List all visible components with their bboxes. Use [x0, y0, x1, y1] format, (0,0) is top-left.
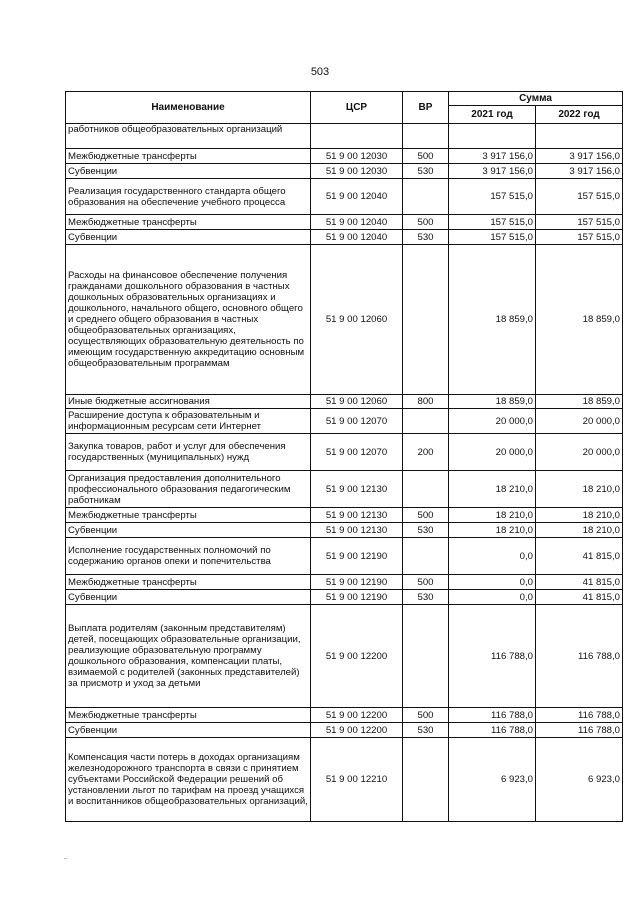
row-name: работников общеобразовательных организаций [66, 124, 311, 149]
row-vr: 500 [403, 575, 449, 590]
row-name: Межбюджетные трансферты [66, 215, 311, 230]
row-sum-2022: 6 923,0 [536, 738, 623, 822]
row-sum-2021: 0,0 [449, 538, 536, 575]
row-sum-2022: 116 788,0 [536, 708, 623, 723]
row-csr: 51 9 00 12040 [311, 179, 403, 215]
table-row [66, 164, 623, 179]
header-sum: Сумма [449, 92, 623, 106]
row-name: Организация предоставления дополнительного профессионального образования педагогическим работникам [66, 471, 311, 508]
row-sum-2021: 18 210,0 [449, 471, 536, 508]
row-name: Межбюджетные трансферты [66, 508, 311, 523]
row-csr: 51 9 00 12210 [311, 738, 403, 822]
row-vr [403, 738, 449, 822]
row-sum-2022 [536, 124, 623, 149]
row-csr: 51 9 00 12190 [311, 590, 403, 605]
row-vr: 500 [403, 508, 449, 523]
row-sum-2022: 157 515,0 [536, 215, 623, 230]
row-sum-2022: 41 815,0 [536, 590, 623, 605]
row-vr: 530 [403, 590, 449, 605]
table-row [66, 245, 623, 395]
row-vr [403, 605, 449, 708]
row-vr: 530 [403, 164, 449, 179]
row-sum-2021 [449, 124, 536, 149]
row-vr: 530 [403, 523, 449, 538]
row-name: Закупка товаров, работ и услуг для обеспечения государственных (муниципальных) нужд [66, 434, 311, 471]
row-name: Субвенции [66, 590, 311, 605]
row-csr: 51 9 00 12040 [311, 215, 403, 230]
row-sum-2022: 116 788,0 [536, 605, 623, 708]
row-csr: 51 9 00 12200 [311, 605, 403, 708]
table-row [66, 179, 623, 215]
row-name: Субвенции [66, 230, 311, 245]
table-row [66, 723, 623, 738]
table-row [66, 523, 623, 538]
table-row [66, 708, 623, 723]
row-name: Реализация государственного стандарта общего образования на обеспечение учебного процесса [66, 179, 311, 215]
row-vr: 800 [403, 395, 449, 409]
row-sum-2022: 157 515,0 [536, 179, 623, 215]
row-vr [403, 538, 449, 575]
row-csr: 51 9 00 12190 [311, 538, 403, 575]
row-csr: 51 9 00 12070 [311, 434, 403, 471]
scan-mark [64, 858, 67, 859]
table-row [66, 215, 623, 230]
row-sum-2021: 3 917 156,0 [449, 149, 536, 164]
row-sum-2021: 20 000,0 [449, 409, 536, 434]
table-row [66, 471, 623, 508]
row-csr: 51 9 00 12130 [311, 523, 403, 538]
row-vr [403, 124, 449, 149]
row-vr: 530 [403, 723, 449, 738]
table-row [66, 590, 623, 605]
row-name: Исполнение государственных полномочий по содержанию органов опеки и попечительства [66, 538, 311, 575]
row-sum-2022: 18 859,0 [536, 395, 623, 409]
row-sum-2021: 0,0 [449, 590, 536, 605]
table-row [66, 149, 623, 164]
row-csr: 51 9 00 12200 [311, 708, 403, 723]
row-sum-2022: 116 788,0 [536, 723, 623, 738]
row-sum-2021: 157 515,0 [449, 230, 536, 245]
table-row [66, 738, 623, 822]
row-sum-2022: 18 859,0 [536, 245, 623, 395]
table-row [66, 124, 623, 149]
row-vr [403, 409, 449, 434]
row-name: Межбюджетные трансферты [66, 149, 311, 164]
row-name: Расходы на финансовое обеспечение получения гражданами дошкольного образования в частных дошкольных образовательных организациях и дошкольного, начального общего, основного общего и среднего общего образования в частных общеобразовательных организациях, осуществляющих образовательную деятельность по имеющим государственную аккредитацию основным общеобразовательным программам [66, 245, 311, 395]
page-number: 503 [310, 66, 330, 78]
row-name: Субвенции [66, 164, 311, 179]
row-vr: 530 [403, 230, 449, 245]
row-sum-2022: 18 210,0 [536, 508, 623, 523]
row-sum-2021: 116 788,0 [449, 723, 536, 738]
row-name: Межбюджетные трансферты [66, 708, 311, 723]
row-name: Выплата родителям (законным представителям) детей, посещающих образовательные организации, реализующие образовательную программу дошкольного образования, компенсации платы, взимаемой с родителей (законных представителей) за присмотр и уход за детьми [66, 605, 311, 708]
row-csr: 51 9 00 12200 [311, 723, 403, 738]
row-csr: 51 9 00 12030 [311, 149, 403, 164]
row-sum-2022: 18 210,0 [536, 471, 623, 508]
row-sum-2022: 18 210,0 [536, 523, 623, 538]
table-row [66, 230, 623, 245]
table-row [66, 434, 623, 471]
row-csr: 51 9 00 12190 [311, 575, 403, 590]
row-vr: 200 [403, 434, 449, 471]
row-vr: 500 [403, 708, 449, 723]
header-name: Наименование [66, 92, 311, 124]
row-vr [403, 471, 449, 508]
row-csr [311, 124, 403, 149]
table-row [66, 409, 623, 434]
row-sum-2021: 116 788,0 [449, 605, 536, 708]
row-vr: 500 [403, 149, 449, 164]
row-sum-2021: 6 923,0 [449, 738, 536, 822]
table-row [66, 605, 623, 708]
row-sum-2022: 157 515,0 [536, 230, 623, 245]
table-row [66, 538, 623, 575]
table-row [66, 575, 623, 590]
row-name: Расширение доступа к образовательным и информационным ресурсам сети Интернет [66, 409, 311, 434]
row-sum-2021: 18 210,0 [449, 508, 536, 523]
header-csr: ЦСР [311, 92, 403, 124]
table-row [66, 508, 623, 523]
budget-table [65, 91, 623, 822]
row-csr: 51 9 00 12070 [311, 409, 403, 434]
header-2021: 2021 год [449, 106, 536, 124]
row-sum-2021: 157 515,0 [449, 179, 536, 215]
row-sum-2022: 20 000,0 [536, 434, 623, 471]
row-sum-2021: 20 000,0 [449, 434, 536, 471]
row-vr: 500 [403, 215, 449, 230]
row-name: Субвенции [66, 523, 311, 538]
row-sum-2021: 0,0 [449, 575, 536, 590]
row-sum-2021: 157 515,0 [449, 215, 536, 230]
row-name: Компенсация части потерь в доходах организациям железнодорожного транспорта в связи с принятием субъектами Российской Федерации решений об установлении льгот по тарифам на проезд учащихся и воспитанников общеобразовательных организаций, [66, 738, 311, 822]
header-vr: ВР [403, 92, 449, 124]
row-name: Межбюджетные трансферты [66, 575, 311, 590]
table-row [66, 395, 623, 409]
row-vr [403, 245, 449, 395]
row-csr: 51 9 00 12040 [311, 230, 403, 245]
row-csr: 51 9 00 12060 [311, 245, 403, 395]
row-sum-2022: 3 917 156,0 [536, 149, 623, 164]
row-csr: 51 9 00 12060 [311, 395, 403, 409]
row-sum-2021: 18 210,0 [449, 523, 536, 538]
row-vr [403, 179, 449, 215]
row-csr: 51 9 00 12130 [311, 508, 403, 523]
row-sum-2021: 3 917 156,0 [449, 164, 536, 179]
row-name: Иные бюджетные ассигнования [66, 395, 311, 409]
row-sum-2022: 3 917 156,0 [536, 164, 623, 179]
row-sum-2021: 18 859,0 [449, 395, 536, 409]
row-csr: 51 9 00 12030 [311, 164, 403, 179]
row-csr: 51 9 00 12130 [311, 471, 403, 508]
header-2022: 2022 год [536, 106, 623, 124]
row-sum-2021: 18 859,0 [449, 245, 536, 395]
row-sum-2022: 41 815,0 [536, 538, 623, 575]
row-name: Субвенции [66, 723, 311, 738]
row-sum-2022: 41 815,0 [536, 575, 623, 590]
row-sum-2021: 116 788,0 [449, 708, 536, 723]
row-sum-2022: 20 000,0 [536, 409, 623, 434]
